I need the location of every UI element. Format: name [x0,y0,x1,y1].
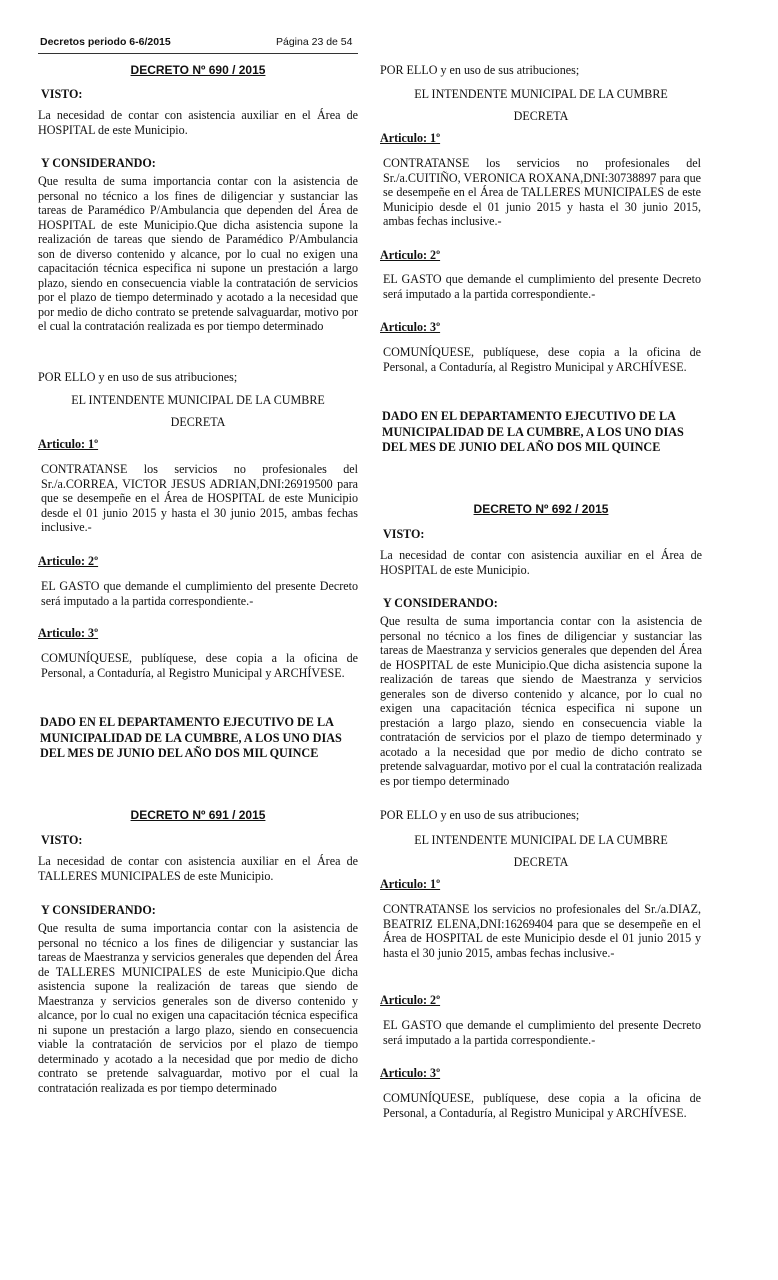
decree-691-article-3-label: Articulo: 3º [380,320,441,334]
decree-692-title: DECRETO Nº 692 / 2015 [473,502,609,516]
decree-690-article-1-text: CONTRATANSE los servicios no profesionales del Sr./a.CORREA, VICTOR JESUS ADRIAN,DNI:26919500 para que se desempeñe en el Área de HOSPITAL de este Municipio desde el 01 junio 2015 y hasta el 30 junio 2015, ambas fechas inclusive.- [41,462,358,534]
right-column [380,56,702,1266]
decree-691-article-2-text: EL GASTO que demande el cumplimiento del presente Decreto será imputado a la partida correspondiente.- [383,272,701,301]
decree-692-visto-text: La necesidad de contar con asistencia auxiliar en el Área de HOSPITAL de este Municipio. [380,548,702,577]
decree-691-visto-text: La necesidad de contar con asistencia auxiliar en el Área de TALLERES MUNICIPALES de este Municipio. [38,854,358,883]
decree-691-article-3-text: COMUNÍQUESE, publíquese, dese copia a la oficina de Personal, a Contaduría, al Registro Municipal y ARCHÍVESE. [383,345,701,374]
decree-691-considerando-text: Que resulta de suma importancia contar con la asistencia de personal no técnico a los fines de diligenciar y sustanciar las tareas de Maestranza y servicios generales que dependen del Área de TALLERES MUNICIPALES de este Municipio.Que dicha asistencia supone la realización de tareas que siendo de Maestranza y servicios generales son de diverso contenido y alcance, por lo cual no exigen una capacitación técnica especifica ni supone un prestación a largo plazo, siendo en consecuencia viable la contratación de servicios por el plazo de tiempo determinado y acotado a la necesidad que por medio de dicho contrato se pretende salvaguardar, motivo por el cual la contratación realizada es por tiempo determinado [38,921,358,1095]
decree-692-considerando-label: Y CONSIDERANDO: [383,596,498,610]
header-period: Decretos periodo 6-6/2015 [40,36,171,48]
decree-692-intendente: EL INTENDENTE MUNICIPAL DE LA CUMBRE [414,833,668,847]
decree-691-article-2-label: Articulo: 2º [380,248,441,262]
left-column [38,56,358,1266]
decree-690-dado: DADO EN EL DEPARTAMENTO EJECUTIVO DE LA MUNICIPALIDAD DE LA CUMBRE, A LOS UNO DIAS DEL MES DE JUNIO DEL AÑO DOS MIL QUINCE [40,715,342,760]
decree-690-decreta: DECRETA [170,415,226,429]
decree-691-decreta: DECRETA [513,109,569,123]
decree-690-por-ello: POR ELLO y en uso de sus atribuciones; [38,370,238,384]
decree-690-visto-text: La necesidad de contar con asistencia auxiliar en el Área de HOSPITAL de este Municipio. [38,108,358,137]
decree-692-article-1-text: CONTRATANSE los servicios no profesionales del Sr./a.DIAZ, BEATRIZ ELENA,DNI:16269404 para que se desempeñe en el Área de HOSPITAL de este Municipio desde el 01 junio 2015 y hasta el 30 junio 2015, ambas fechas inclusive.- [383,902,701,960]
decree-692-article-2-text: EL GASTO que demande el cumplimiento del presente Decreto será imputado a la partida correspondiente.- [383,1018,701,1047]
decree-692-article-3-text: COMUNÍQUESE, publíquese, dese copia a la oficina de Personal, a Contaduría, al Registro Municipal y ARCHÍVESE. [383,1091,701,1120]
decree-690-intendente: EL INTENDENTE MUNICIPAL DE LA CUMBRE [71,393,325,407]
decree-692-visto-label: VISTO: [383,527,425,541]
header-page-number: Página 23 de 54 [276,36,353,48]
decree-690-article-3-label: Articulo: 3º [38,626,99,640]
decree-690-considerando-text: Que resulta de suma importancia contar con la asistencia de personal no técnico a los fines de diligenciar y sustanciar las tareas de Paramédico P/Ambulancia que dependen del Área de HOSPITAL de este Municipio.Que dicha asistencia supone la realización de tareas que siendo de Paramédico P/Ambulancia son de diverso contenido y alcance, por lo cual no exigen una capacitación técnica especifica ni supone un prestación a largo plazo, siendo en consecuencia viable la contratación de servicios por el plazo de tiempo determinado y acotado a la necesidad que por medio de dicho contrato se pretende salvaguardar, motivo por el cual la contratación realizada es por tiempo determinado [38,174,358,333]
decree-691-article-1-label: Articulo: 1º [380,131,441,145]
decree-692-considerando-text: Que resulta de suma importancia contar con la asistencia de personal no técnico a los fines de diligenciar y sustanciar las tareas de Maestranza y servicios generales que dependen del Área de HOSPITAL de este Municipio.Que dicha asistencia supone la realización de tareas que siendo de Maestranza y servicios generales son de diverso contenido y alcance, por lo cual no exigen una capacitación técnica especifica ni supone un prestación a largo plazo, siendo en consecuencia viable la contratación de servicios por el plazo de tiempo determinado y acotado a la necesidad que por medio de dicho contrato se pretende salvaguardar, motivo por el cual la contratación realizada es por tiempo determinado [380,614,702,788]
decree-691-visto-label: VISTO: [41,833,83,847]
decree-690-visto-label: VISTO: [41,87,83,101]
header-divider [38,53,358,54]
decree-692-article-3-label: Articulo: 3º [380,1066,441,1080]
decree-690-title: DECRETO Nº 690 / 2015 [130,63,266,77]
decree-692-article-1-label: Articulo: 1º [380,877,441,891]
decree-692-article-2-label: Articulo: 2º [380,993,441,1007]
decree-690-considerando-label: Y CONSIDERANDO: [41,156,156,170]
decree-690-article-3-text: COMUNÍQUESE, publíquese, dese copia a la oficina de Personal, a Contaduría, al Registro Municipal y ARCHÍVESE. [41,651,358,680]
decree-690-article-1-label: Articulo: 1º [38,437,99,451]
decree-691-article-1-text: CONTRATANSE los servicios no profesionales del Sr./a.CUITIÑO, VERONICA ROXANA,DNI:30738897 para que se desempeñe en el Área de TALLERES MUNICIPALES de este Municipio desde el 01 junio 2015 y hasta el 30 junio 2015, ambas fechas inclusive.- [383,156,701,228]
page-header [38,36,356,53]
decree-690-article-2-text: EL GASTO que demande el cumplimiento del presente Decreto será imputado a la partida correspondiente.- [41,579,358,608]
decree-691-intendente: EL INTENDENTE MUNICIPAL DE LA CUMBRE [414,87,668,101]
decree-691-title: DECRETO Nº 691 / 2015 [130,808,266,822]
decree-691-considerando-label: Y CONSIDERANDO: [41,903,156,917]
decree-692-decreta: DECRETA [513,855,569,869]
decree-691-por-ello: POR ELLO y en uso de sus atribuciones; [380,63,580,77]
decree-690-article-2-label: Articulo: 2º [38,554,99,568]
decree-692-por-ello: POR ELLO y en uso de sus atribuciones; [380,808,580,822]
decree-691-dado: DADO EN EL DEPARTAMENTO EJECUTIVO DE LA MUNICIPALIDAD DE LA CUMBRE, A LOS UNO DIAS DEL MES DE JUNIO DEL AÑO DOS MIL QUINCE [382,409,684,454]
